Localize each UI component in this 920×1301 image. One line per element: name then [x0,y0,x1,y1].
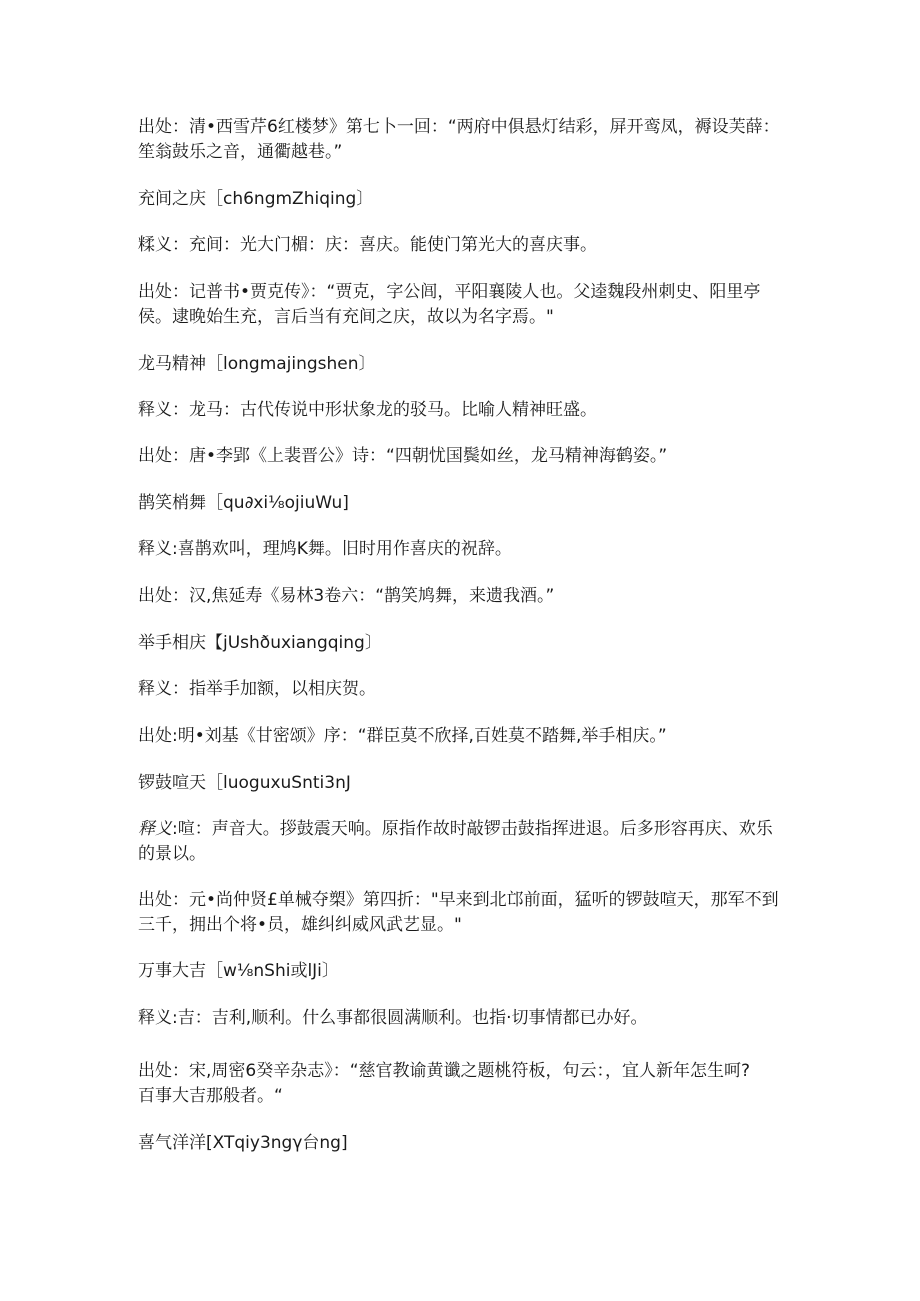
text-line: 释义:喜鹊欢叫，理鸠K舞。旧时用作喜庆的祝辞。 [138,539,512,559]
text-line: 出处：记普书•贾克传》：“贾克，字公闾，平阳襄陵人也。父逵魏段州刺史、阳里亭 [138,282,761,302]
text-line: 鹊笑梢舞［qu∂xi⅛ojiuWu] [138,493,349,513]
text-line: 释义:吉：吉利,顺利。什么事都很圆满顺利。也指·切事情都已办好。 [138,1008,648,1028]
text-line: 万事大吉［w⅛nShi或lJi〕 [138,961,339,981]
meaning-paragraph-wanshi [138,1006,788,1031]
text-line: 糅义：充间：光大门楣：庆：喜庆。能使门第光大的喜庆事。 [138,235,597,255]
text-line: 举手相庆【jUshðuxiangqing〕 [138,633,382,653]
text-line: 锣鼓喧天［luoguxuSnti3nJ [138,773,351,793]
text-line: 三千，拥出个将•员，雄纠纠威风武艺显。" [138,915,462,935]
source-paragraph-wanshi [138,1059,788,1109]
meaning-paragraph-luogu [138,817,788,867]
meaning-paragraph-jushou [138,677,788,702]
text-line: 释义：指举手加额，以相庆贺。 [138,679,376,699]
meaning-label: 释义 [138,819,172,839]
idiom-heading-chonglv [138,187,788,212]
text-line [138,817,788,842]
text-line: 出处：清•西雪芹6红楼梦》第七卜一回：“两府中俱悬灯结彩，屏开鸾凤，褥设芙薛： [138,117,780,137]
idiom-heading-jushou [138,631,788,656]
meaning-paragraph-quexiao [138,537,788,562]
text-line: 百事大吉那般者。“ [138,1086,283,1106]
idiom-heading-longma [138,352,788,377]
text-line: 出处：汉,焦延寿《易林3卷六：“鹊笑鸠舞，来遗我酒。” [138,586,555,606]
text-line: 龙马精神［longmajingshen〕 [138,354,376,374]
meaning-paragraph-longma [138,398,788,423]
source-paragraph-jushou [138,724,788,749]
meaning-paragraph-chonglv [138,233,788,258]
idiom-heading-xiqi [138,1131,788,1156]
text-line: 出处:明•刘基《甘密颂》序：“群臣莫不欣择,百姓莫不踏舞,举手相庆。” [138,726,667,746]
text-line: 喜气洋洋[XTqiy3ngγ台ng] [138,1133,348,1153]
source-paragraph-jinshu [138,280,788,330]
text-line: 出处：唐•李郢《上裴晋公》诗：“四朝忧国鬓如丝，龙马精神海鹤姿。” [138,446,668,466]
source-paragraph-quexiao [138,584,788,609]
source-paragraph-honglou [138,115,788,165]
idiom-heading-quexiao [138,491,788,516]
text-line: 笙翁鼓乐之音，通衢越巷。” [138,142,343,162]
text-line: 充间之庆［ch6ngmZhiqing〕 [138,189,374,209]
text-line: 出处：元•尚仲贤£单械夺槊》第四折："早来到北邙前面，猛听的锣鼓喧天，那军不到 [138,890,779,910]
source-paragraph-luogu [138,888,788,938]
text-line: 侯。逮晚始生充，言后当有充间之庆，故以为名字焉。" [138,307,554,327]
idiom-heading-luogu [138,771,788,796]
text-line: 的景以。 [138,844,206,864]
text-line: 出处：宋,周密6癸辛杂志》：“慈官教谕黄谶之题桃符板，句云：，宜人新年怎生呵? [138,1061,751,1081]
source-paragraph-longma [138,444,788,469]
text-line: 释义：龙马：古代传说中形状象龙的驳马。比喻人精神旺盛。 [138,400,597,420]
meaning-text: :喧：声音大。拶鼓震天响。原指作故时敲锣击鼓指挥进退。后多形容再庆、欢乐 [172,819,773,839]
idiom-heading-wanshi [138,959,788,984]
